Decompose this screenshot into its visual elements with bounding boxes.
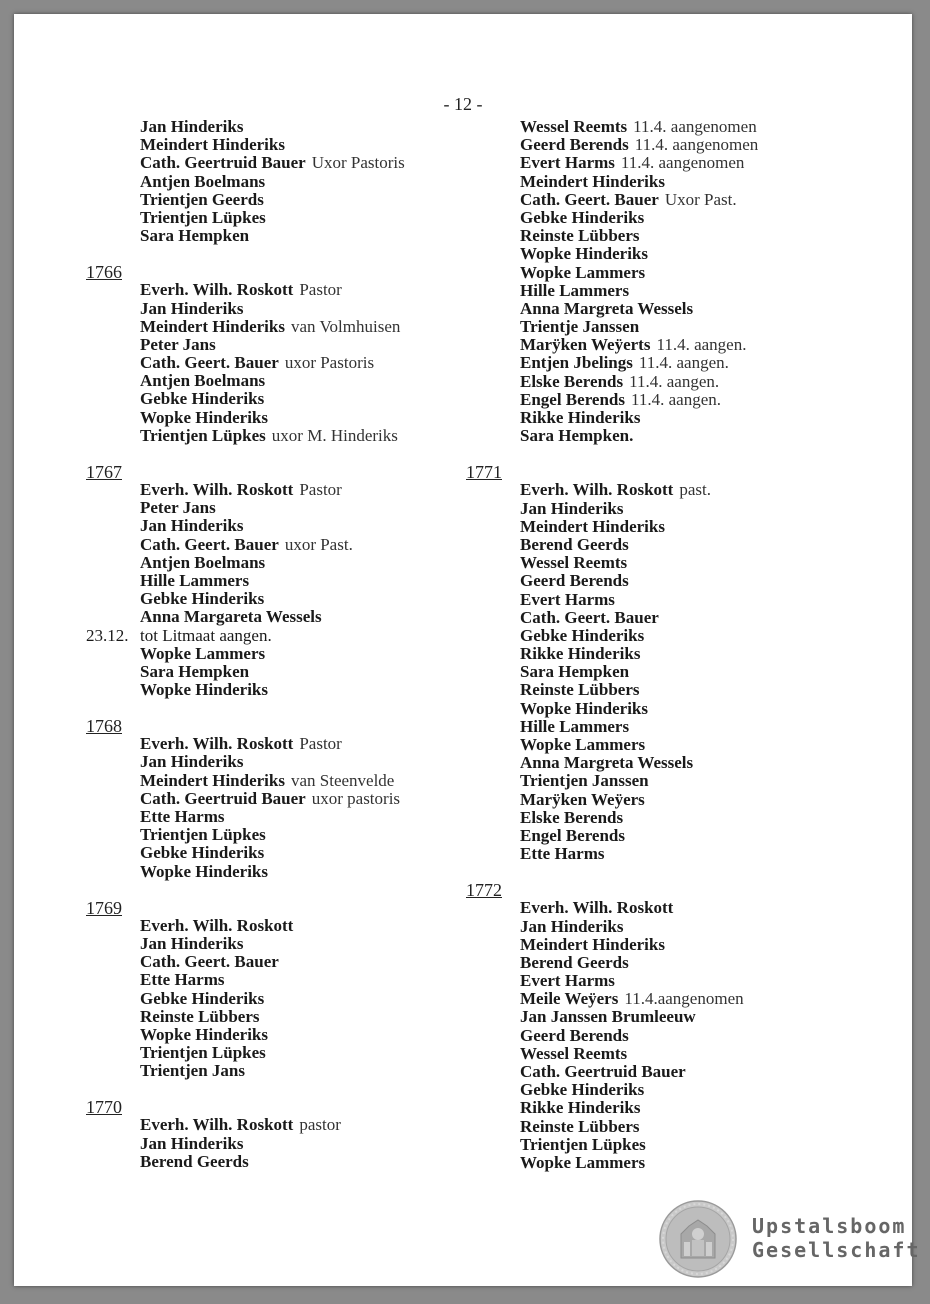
member-entry [466, 663, 886, 681]
member-name: Jan Hinderiks [140, 1133, 244, 1153]
member-name: Meindert Hinderiks [520, 934, 665, 954]
year-block [466, 863, 886, 1172]
spacer [86, 245, 466, 263]
member-name: Gebke Hinderiks [140, 589, 265, 609]
year-block [86, 245, 466, 445]
member-name: Anna Margreta Wessels [520, 298, 694, 318]
member-entry [466, 718, 886, 736]
member-name: Trientjen Geerds [140, 189, 264, 209]
member-entry [86, 536, 466, 554]
member-entry [466, 481, 886, 499]
member-entry [466, 791, 886, 809]
member-entry [86, 499, 466, 517]
member-entry [86, 1062, 466, 1080]
member-note: 11.4. aangen. [629, 371, 720, 391]
member-entry [466, 227, 886, 245]
member-name: Antjen Boelmans [140, 552, 266, 572]
member-entry [466, 700, 886, 718]
member-name: Jan Hinderiks [140, 298, 244, 318]
member-entry [86, 1008, 466, 1026]
member-entry [86, 300, 466, 318]
member-entry [86, 118, 466, 136]
year-block [466, 118, 886, 445]
member-entry [466, 1081, 886, 1099]
member-name: Rikke Hinderiks [520, 1098, 641, 1118]
spacer [466, 445, 886, 463]
member-name: Meile Weÿers [520, 989, 619, 1009]
member-name: Wopke Lammers [140, 643, 266, 663]
member-entry [86, 191, 466, 209]
member-entry [466, 1118, 886, 1136]
member-entry [86, 627, 466, 645]
spacer [86, 881, 466, 899]
year-heading: 1770 [86, 1097, 122, 1118]
member-name: Elske Berends [520, 371, 624, 391]
member-name: Meindert Hinderiks [140, 770, 285, 790]
member-entry [466, 500, 886, 518]
member-name: Everh. Wilh. Roskott [140, 480, 294, 499]
member-note: 11.4. aangen. [631, 389, 722, 409]
year-block [466, 445, 886, 863]
member-entry [466, 627, 886, 645]
member-name: Meindert Hinderiks [140, 316, 285, 336]
member-entry [466, 1027, 886, 1045]
member-entry [466, 681, 886, 699]
member-entry [466, 954, 886, 972]
year-block [86, 1080, 466, 1171]
member-entry [466, 736, 886, 754]
member-name: Gebke Hinderiks [520, 207, 645, 227]
member-name: Ette Harms [520, 844, 605, 864]
member-entry [466, 336, 886, 354]
member-entry [86, 481, 466, 499]
member-entry [86, 390, 466, 408]
year-heading: 1771 [466, 462, 502, 483]
member-note: uxor M. Hinderiks [271, 425, 398, 445]
member-note: Uxor Past. [664, 189, 737, 209]
member-name: Everh. Wilh. Roskott [140, 1115, 294, 1135]
member-entry [466, 282, 886, 300]
member-entry [86, 554, 466, 572]
member-name: Trientjen Lüpkes [140, 1043, 266, 1063]
member-entry [86, 336, 466, 354]
member-note: Pastor [299, 480, 342, 499]
member-name: Wopke Lammers [520, 1152, 646, 1172]
member-entry [466, 354, 886, 372]
member-name: Jan Hinderiks [140, 752, 244, 772]
member-name: Cath. Geertruid Bauer [140, 153, 306, 173]
member-name: Engel Berends [520, 389, 626, 409]
year-heading: 1766 [86, 262, 122, 283]
spacer [86, 445, 466, 463]
member-entry [466, 373, 886, 391]
member-entry [466, 609, 886, 627]
member-name: Wopke Hinderiks [520, 698, 649, 718]
member-name: Everh. Wilh. Roskott [140, 915, 294, 935]
member-entry [466, 972, 886, 990]
member-name: Jan Hinderiks [140, 117, 244, 136]
member-name: Trientjen Jans [140, 1061, 245, 1081]
member-entry [466, 427, 886, 445]
year-block [86, 118, 466, 245]
entry-date: 23.12. [86, 625, 129, 645]
member-name: Evert Harms [520, 971, 615, 991]
member-name: Trientje Janssen [520, 317, 640, 337]
member-name: Wopke Hinderiks [140, 1024, 269, 1044]
member-name: Gebke Hinderiks [140, 988, 265, 1008]
member-entry [466, 936, 886, 954]
year-heading: 1768 [86, 716, 122, 737]
member-note: 11.4. aangen. [638, 353, 729, 373]
member-entry [466, 772, 886, 790]
member-entry [466, 518, 886, 536]
member-name: Everh. Wilh. Roskott [520, 480, 674, 500]
member-name: Trientjen Lüpkes [140, 207, 266, 227]
member-entry [86, 971, 466, 989]
member-note: 11.4. aangenomen [634, 135, 759, 155]
member-entry [466, 918, 886, 936]
right-column [466, 118, 886, 1172]
member-name: Cath. Geertruid Bauer [140, 788, 306, 808]
member-entry [466, 191, 886, 209]
member-entry [86, 608, 466, 626]
member-entry [86, 863, 466, 881]
member-entry [466, 264, 886, 282]
year-block [86, 699, 466, 881]
member-entry [86, 808, 466, 826]
member-name: Reinste Lübbers [520, 1116, 640, 1136]
member-entry [466, 536, 886, 554]
member-note: van Steenvelde [290, 770, 395, 790]
member-name: Berend Geerds [140, 1151, 249, 1171]
member-name: Jan Hinderiks [520, 498, 624, 518]
member-name: Trientjen Lüpkes [520, 1134, 646, 1154]
member-name: Cath. Geertruid Bauer [520, 1062, 686, 1081]
member-name: Berend Geerds [520, 952, 629, 972]
member-entry [86, 590, 466, 608]
member-name: Trientjen Janssen [520, 771, 649, 791]
member-entry [86, 209, 466, 227]
member-name: Sara Hempken [140, 226, 250, 246]
member-entry [86, 427, 466, 445]
member-name: Everh. Wilh. Roskott [520, 898, 674, 918]
member-note: uxor pastoris [311, 788, 401, 808]
member-note: 11.4.aangenomen [624, 989, 744, 1009]
member-entry [86, 372, 466, 390]
member-name: Entjen Jbelings [520, 353, 633, 373]
member-entry [466, 391, 886, 409]
member-entry [466, 136, 886, 154]
member-entry [86, 935, 466, 953]
member-entry [86, 227, 466, 245]
member-name: Reinste Lübbers [520, 680, 640, 700]
member-entry [466, 154, 886, 172]
member-name: Anna Margreta Wessels [520, 753, 694, 773]
member-name: Rikke Hinderiks [520, 408, 641, 427]
member-note: Pastor [299, 734, 342, 754]
upstalsboom-seal-icon [659, 1200, 737, 1278]
member-note: 11.4. aangenomen [620, 153, 745, 173]
left-column [86, 118, 466, 1171]
member-name: Gebke Hinderiks [140, 389, 265, 409]
year-heading: 1772 [466, 880, 502, 901]
member-name: Meindert Hinderiks [520, 171, 665, 191]
member-note: Pastor [299, 280, 342, 300]
member-entry [466, 554, 886, 572]
member-name: Marÿken Weÿerts [520, 335, 651, 355]
member-entry [86, 735, 466, 753]
member-name: Wessel Reemts [520, 117, 628, 136]
member-entry [86, 1153, 466, 1171]
spacer [86, 699, 466, 717]
member-name: Gebke Hinderiks [140, 843, 265, 863]
member-name: Reinste Lübbers [520, 226, 640, 246]
member-entry [466, 173, 886, 191]
member-name: Wessel Reemts [520, 553, 628, 573]
member-entry [86, 154, 466, 172]
member-entry [86, 1044, 466, 1062]
member-entry [86, 681, 466, 699]
page-number: - 12 - [443, 94, 483, 114]
member-name: Berend Geerds [520, 534, 629, 554]
member-name: Evert Harms [520, 589, 615, 609]
member-note: uxor Pastoris [284, 353, 375, 373]
member-name: Cath. Geert. Bauer [140, 952, 279, 972]
member-entry [86, 173, 466, 191]
member-entry [86, 1135, 466, 1153]
member-entry [86, 1116, 466, 1134]
member-entry [466, 1063, 886, 1081]
member-note: past. [679, 480, 711, 500]
member-entry [466, 209, 886, 227]
member-name: Everh. Wilh. Roskott [140, 734, 294, 754]
member-name: Gebke Hinderiks [520, 625, 645, 645]
member-name: Anna Margareta Wessels [140, 607, 322, 627]
member-name: Sara Hempken [140, 661, 250, 681]
member-entry [466, 118, 886, 136]
member-entry [86, 753, 466, 771]
member-entry [86, 663, 466, 681]
member-name: Rikke Hinderiks [520, 644, 641, 664]
member-name: Cath. Geert. Bauer [520, 607, 659, 627]
member-name: Geerd Berends [520, 1025, 629, 1045]
member-entry [86, 572, 466, 590]
member-name: Wopke Hinderiks [140, 680, 269, 700]
member-name: Sara Hempken. [520, 426, 634, 446]
member-entry [466, 572, 886, 590]
member-name: Geerd Berends [520, 571, 629, 591]
member-note: van Volmhuisen [290, 316, 401, 336]
member-entry [466, 809, 886, 827]
brand-line-1: Upstalsboom [752, 1214, 907, 1238]
member-entry [86, 517, 466, 535]
member-entry [86, 645, 466, 663]
entry-remark: tot Litmaat aangen. [140, 625, 272, 645]
member-note: 11.4. aangen. [656, 335, 747, 355]
member-name: Antjen Boelmans [140, 371, 266, 391]
member-entry [466, 245, 886, 263]
member-name: Cath. Geert. Bauer [520, 189, 659, 209]
member-name: Gebke Hinderiks [520, 1080, 645, 1100]
brand-line-2: Gesellschaft [752, 1238, 921, 1262]
member-name: Geerd Berends [520, 135, 629, 155]
member-name: Meindert Hinderiks [140, 135, 285, 155]
member-entry [466, 990, 886, 1008]
year-heading: 1769 [86, 897, 122, 918]
member-name: Elske Berends [520, 807, 624, 827]
member-name: Jan Hinderiks [520, 916, 624, 936]
member-entry [86, 354, 466, 372]
member-name: Sara Hempken [520, 662, 630, 682]
member-name: Antjen Boelmans [140, 171, 266, 191]
member-entry [466, 1099, 886, 1117]
member-entry [466, 300, 886, 318]
member-note: uxor Past. [284, 534, 353, 554]
member-entry [466, 754, 886, 772]
member-entry [466, 318, 886, 336]
member-name: Hille Lammers [520, 716, 630, 736]
member-name: Engel Berends [520, 825, 626, 845]
member-name: Trientjen Lüpkes [140, 425, 266, 445]
member-entry [86, 917, 466, 935]
brand-logo-text [752, 1214, 921, 1262]
member-entry [86, 953, 466, 971]
member-entry [86, 772, 466, 790]
member-name: Jan Janssen Brumleeuw [520, 1007, 696, 1027]
year-block [86, 881, 466, 1081]
member-name: Wopke Hinderiks [140, 407, 269, 427]
year-block [86, 445, 466, 699]
member-entry [466, 1136, 886, 1154]
member-name: Wopke Hinderiks [520, 244, 649, 264]
year-heading: 1767 [86, 462, 122, 482]
member-entry [466, 1154, 886, 1172]
member-entry [86, 409, 466, 427]
member-name: Evert Harms [520, 153, 615, 173]
member-name: Jan Hinderiks [140, 933, 244, 953]
member-entry [466, 1045, 886, 1063]
member-entry [466, 845, 886, 863]
member-note: Uxor Pastoris [311, 153, 405, 173]
member-name: Trientjen Lüpkes [140, 825, 266, 845]
member-entry [466, 591, 886, 609]
member-name: Wopke Hinderiks [140, 861, 269, 881]
member-entry [86, 826, 466, 844]
member-name: Reinste Lübbers [140, 1006, 260, 1026]
member-name: Wopke Lammers [520, 735, 646, 754]
member-name: Hille Lammers [520, 280, 630, 300]
member-entry [86, 318, 466, 336]
member-name: Everh. Wilh. Roskott [140, 280, 294, 300]
member-name: Peter Jans [140, 334, 216, 354]
document-page [14, 14, 921, 1286]
member-name: Cath. Geert. Bauer [140, 353, 279, 373]
member-name: Ette Harms [140, 970, 225, 990]
member-name: Jan Hinderiks [140, 516, 244, 536]
member-name: Peter Jans [140, 498, 216, 518]
member-name: Hille Lammers [140, 570, 250, 590]
member-entry [86, 990, 466, 1008]
member-name: Ette Harms [140, 807, 225, 826]
member-entry [86, 136, 466, 154]
member-name: Wopke Lammers [520, 262, 646, 282]
member-name: Meindert Hinderiks [520, 516, 665, 536]
member-entry [86, 844, 466, 862]
member-note: 11.4. aangenomen [633, 117, 757, 136]
member-entry [466, 409, 886, 427]
member-note: pastor [299, 1115, 341, 1135]
member-entry [466, 827, 886, 845]
spacer [86, 1080, 466, 1098]
member-entry [86, 1026, 466, 1044]
member-entry [86, 281, 466, 299]
member-name: Wessel Reemts [520, 1043, 628, 1063]
member-entry [466, 899, 886, 917]
member-entry [466, 645, 886, 663]
member-entry [86, 790, 466, 808]
spacer [466, 863, 886, 881]
member-name: Cath. Geert. Bauer [140, 534, 279, 554]
member-entry [466, 1008, 886, 1026]
member-name: Marÿken Weÿers [520, 789, 645, 809]
